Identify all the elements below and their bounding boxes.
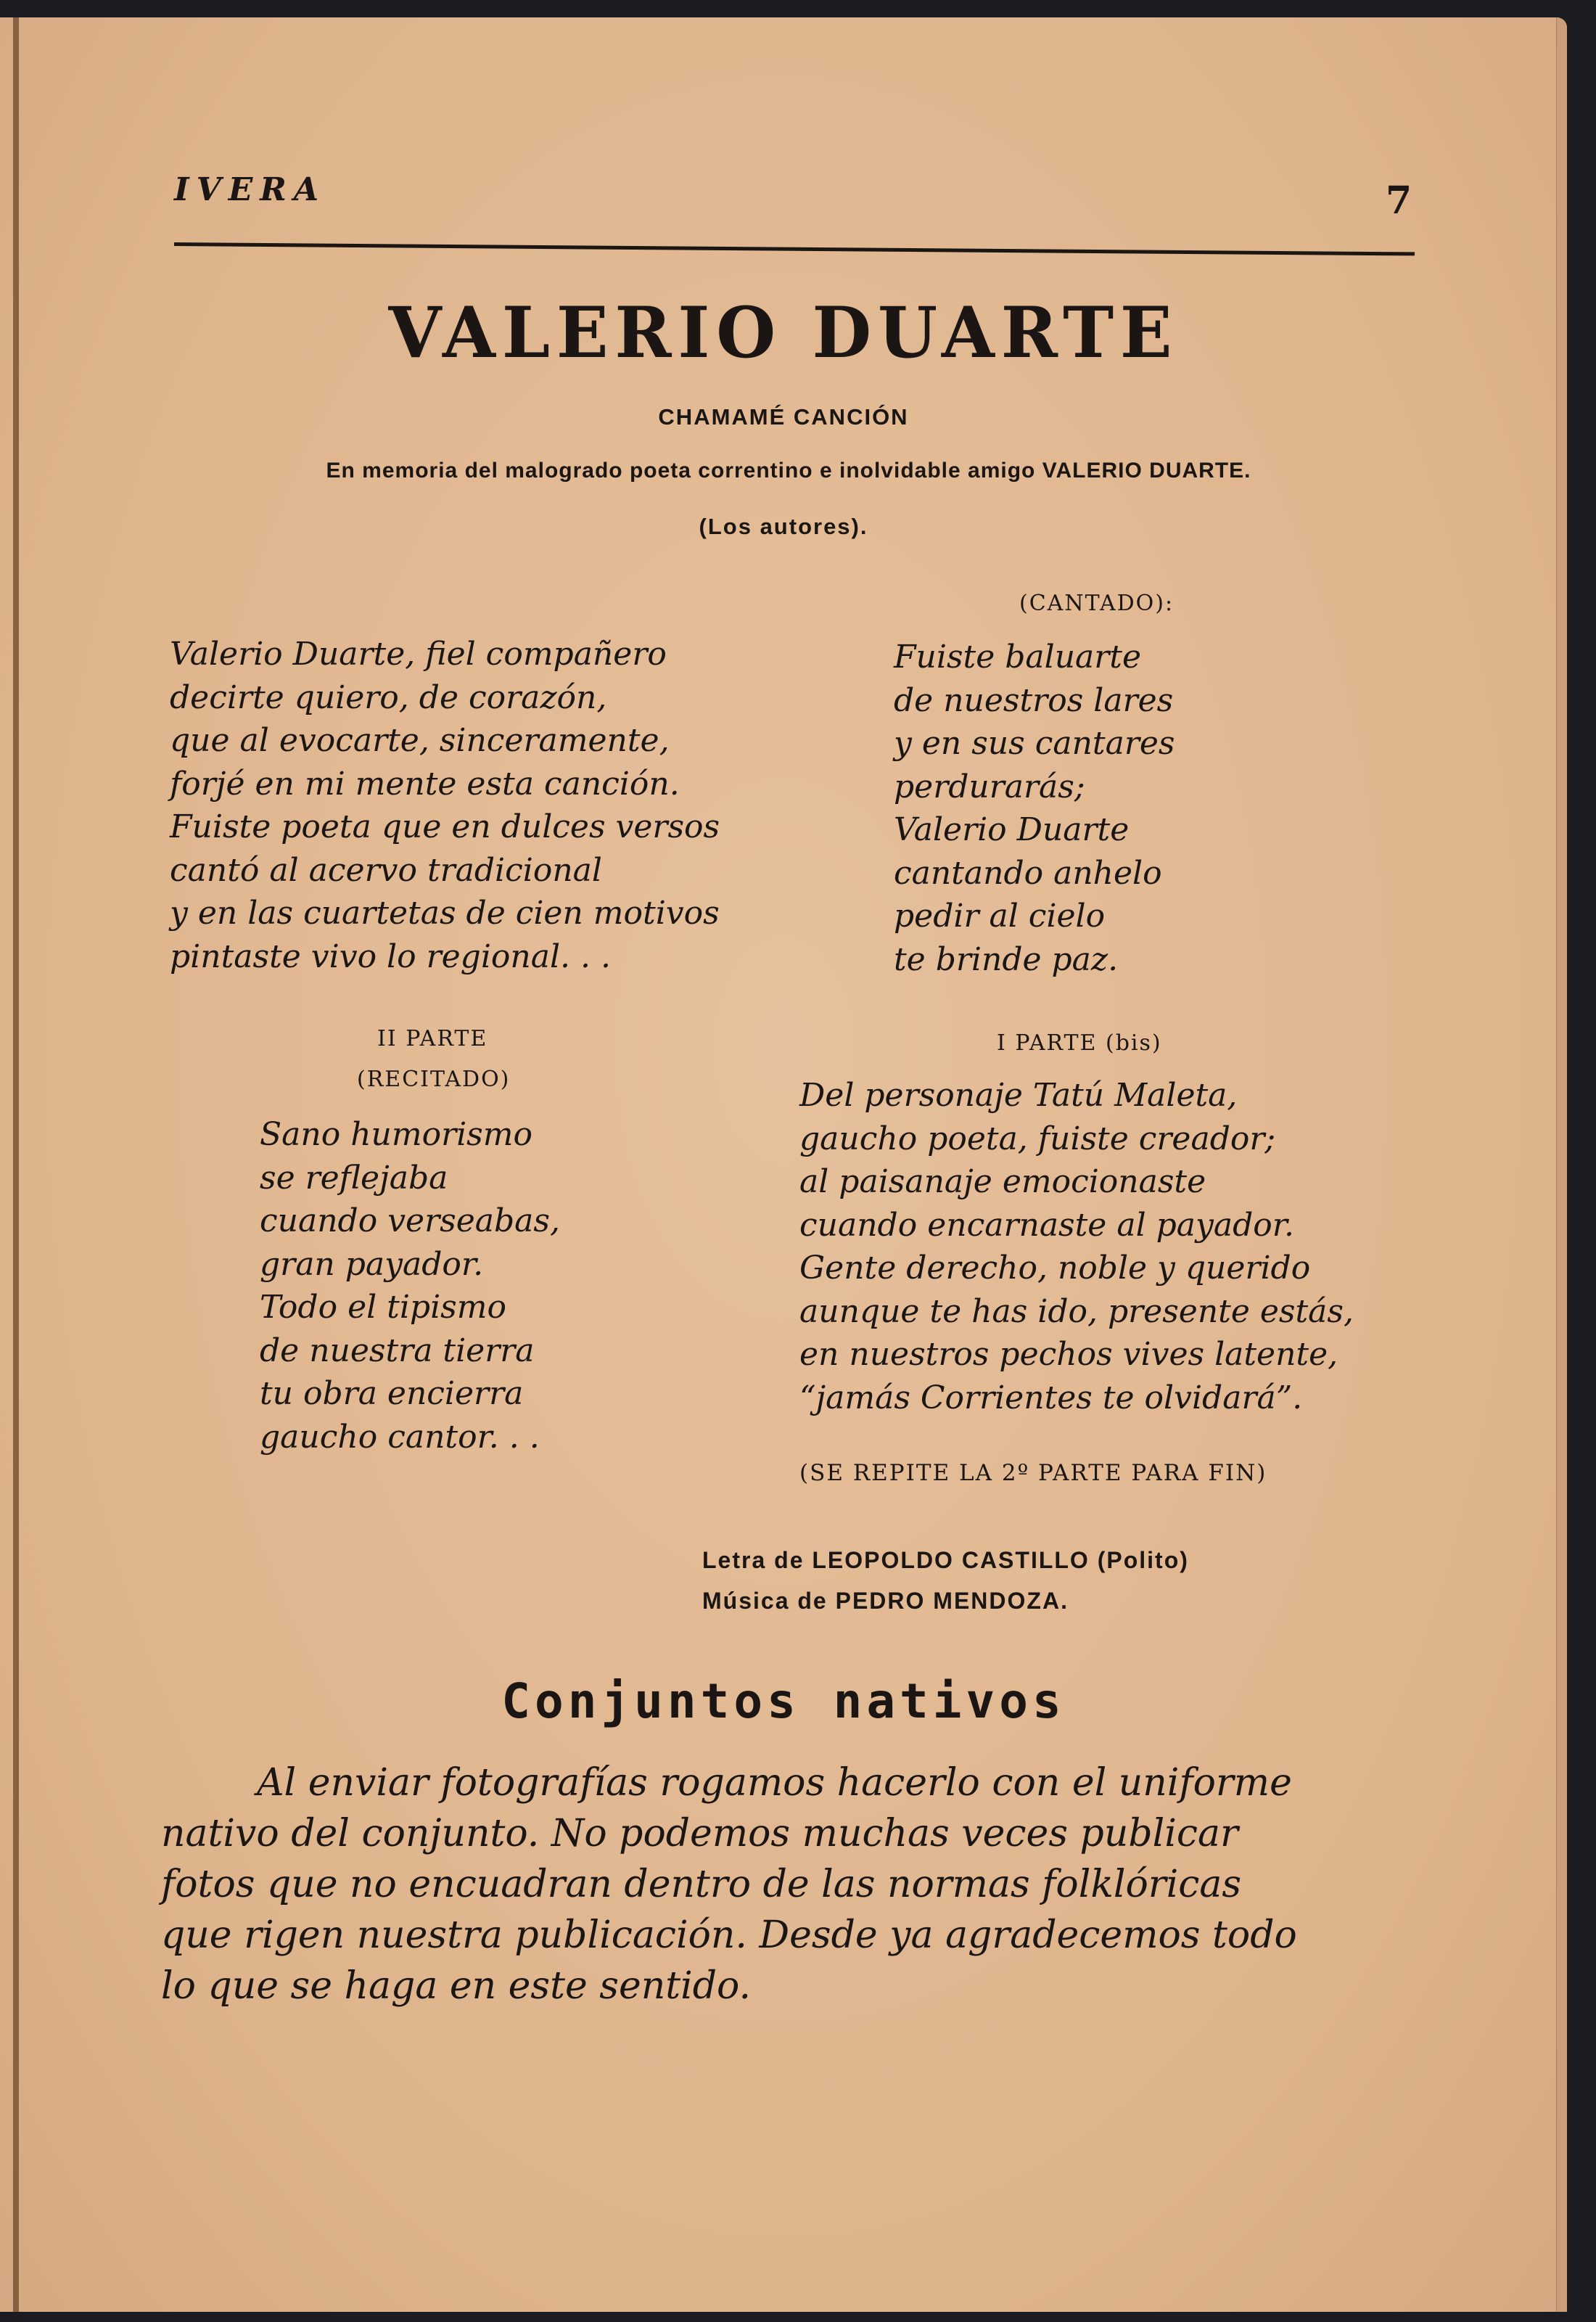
music-credit: Música de PEDRO MENDOZA. <box>702 1588 1069 1614</box>
notice-line: que rigen nuestra publicación. Desde ya agradecemos todo <box>161 1913 1297 1957</box>
magazine-page <box>0 17 1567 2312</box>
verse-line: en nuestros pechos vives latente, <box>799 1336 1338 1373</box>
verse-line: Gente derecho, noble y querido <box>799 1250 1311 1287</box>
verse-line: Todo el tipismo <box>260 1289 506 1326</box>
parte-i-bis-label: I PARTE (bis) <box>997 1030 1162 1056</box>
lyrics-credit: Letra de LEOPOLDO CASTILLO (Polito) <box>702 1547 1189 1573</box>
notice-line: lo que se haga en este sentido. <box>161 1964 751 2008</box>
authors-note: (Los autores). <box>699 514 868 539</box>
page-number: 7 <box>1386 179 1412 223</box>
verse-line: se reflejaba <box>260 1159 448 1197</box>
verse-line: pedir al cielo <box>894 898 1106 935</box>
verse-line: Sano humorismo <box>260 1116 532 1153</box>
notice-line: fotos que no encuadran dentro de las normas folklóricas <box>161 1863 1242 1906</box>
running-head: IVERA <box>174 171 326 208</box>
verse-line: te brinde paz. <box>894 940 1119 978</box>
verse-line: Fuiste baluarte <box>894 639 1142 676</box>
article-subtitle: CHAMAMÉ CANCIÓN <box>658 404 909 430</box>
verse-line: tu obra encierra <box>260 1375 524 1412</box>
header-rule <box>174 242 1415 255</box>
verse-line: y en sus cantares <box>894 725 1175 762</box>
verse-line: gaucho cantor. . . <box>260 1418 540 1456</box>
verse-line: al paisanaje emocionaste <box>799 1163 1206 1200</box>
parte-ii-label: II PARTE <box>377 1026 488 1051</box>
repeat-note: (SE REPITE LA 2º PARTE PARA FIN) <box>799 1460 1267 1486</box>
dedication: En memoria del malogrado poeta correntino e inolvidable amigo VALERIO DUARTE. <box>326 459 1251 483</box>
verse-line: perdurarás; <box>894 768 1085 805</box>
verse-line: Valerio Duarte, fiel compañero <box>170 636 667 673</box>
verse-line: Fuiste poeta que en dulces versos <box>170 808 720 845</box>
notice-line: Al enviar fotografías rogamos hacerlo con el uniforme <box>257 1761 1292 1805</box>
verse-line: que al evocarte, sinceramente, <box>170 722 670 759</box>
verse-line: cantando anhelo <box>894 854 1162 892</box>
verse-line: pintaste vivo lo regional. . . <box>170 938 611 975</box>
verse-line: “jamás Corrientes te olvidará”. <box>799 1379 1303 1416</box>
verse-line: gaucho poeta, fuiste creador; <box>799 1120 1276 1157</box>
verse-line: cantó al acervo tradicional <box>170 851 602 889</box>
verse-line: aunque te has ido, presente estás, <box>799 1292 1354 1330</box>
stanza-parte-ii <box>260 1113 560 1459</box>
verse-line: de nuestra tierra <box>260 1332 535 1369</box>
verse-line: de nuestros lares <box>894 681 1174 719</box>
notice-title: Conjuntos nativos <box>501 1673 1066 1729</box>
verse-line: cuando encarnaste al payador. <box>799 1206 1294 1244</box>
verse-line: Del personaje Tatú Maleta, <box>799 1077 1238 1114</box>
notice-line: nativo del conjunto. No podemos muchas veces publicar <box>161 1812 1238 1855</box>
verse-line: gran payador. <box>260 1245 484 1283</box>
page-edge <box>1556 17 1567 2312</box>
article-title: VALERIO DUARTE <box>388 292 1179 374</box>
verse-line: decirte quiero, de corazón, <box>170 678 607 716</box>
verse-line: forjé en mi mente esta canción. <box>170 765 680 803</box>
stanza-1 <box>170 633 720 978</box>
credits <box>702 1540 1189 1621</box>
notice-body <box>161 1757 1394 2011</box>
stanza-parte-i-bis <box>799 1074 1354 1419</box>
verse-line: y en las cuartetas de cien motivos <box>170 895 720 932</box>
verse-line: Valerio Duarte <box>894 811 1130 848</box>
recitado-label: (RECITADO) <box>357 1067 511 1092</box>
verse-line: cuando verseabas, <box>260 1202 560 1239</box>
stanza-cantado <box>894 636 1175 981</box>
cantado-label: (CANTADO): <box>1019 591 1175 616</box>
